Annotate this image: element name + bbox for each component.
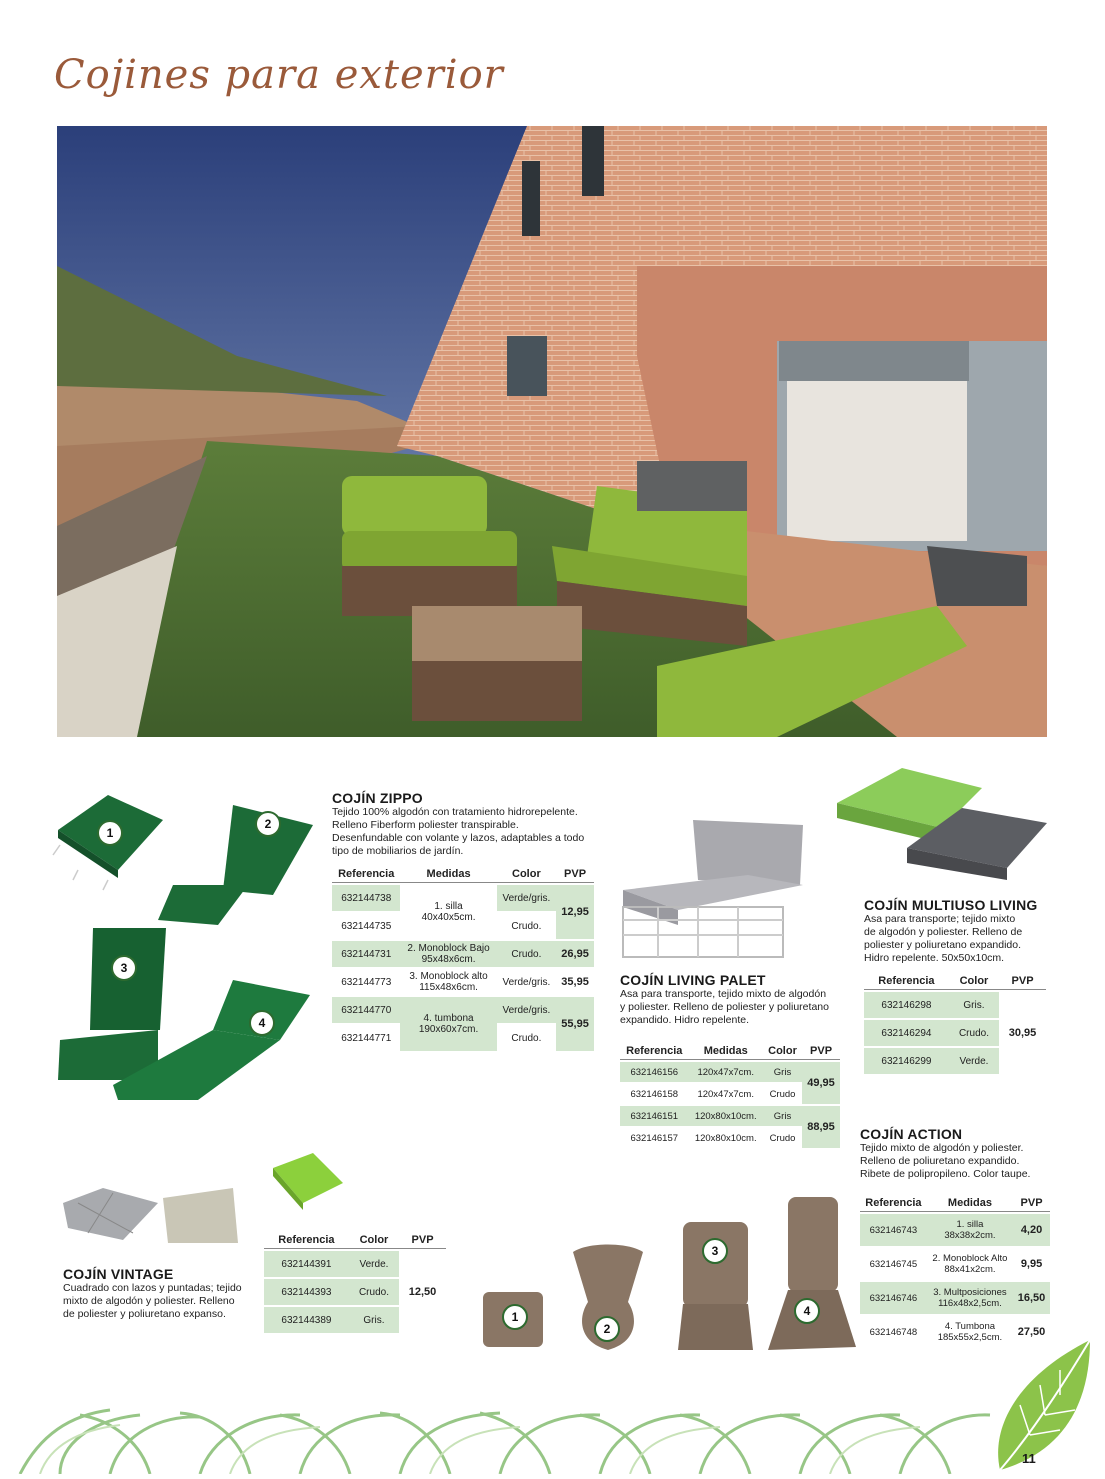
action-cushion-images [478,1192,858,1357]
pvp-cell: 9,95 [1013,1248,1050,1280]
medidas-cell: 120x47x7cm. [689,1084,763,1104]
multiuso-title: COJÍN MULTIUSO LIVING [864,897,1038,913]
col-header: Color [349,1232,399,1249]
table-row [620,1106,840,1126]
zippo-table [332,864,594,1053]
table-row [332,997,594,1023]
table-row [620,1062,840,1082]
table-row [332,885,594,911]
badge-2: 2 [255,811,281,837]
color-cell: Crudo. [497,941,556,967]
multiuso-desc-line: poliester y poliuretano expandido. [864,939,1022,951]
col-header: Color [949,973,999,990]
page-title: Cojines para exterior [54,52,504,98]
table-row [332,941,594,967]
col-header: Referencia [620,1043,689,1060]
ref-cell: 632146151 [620,1106,689,1126]
ref-cell: 632146156 [620,1062,689,1082]
col-header: PVP [1013,1195,1050,1212]
col-header: Referencia [860,1195,927,1212]
col-header: Referencia [264,1232,349,1249]
col-header: PVP [399,1232,446,1249]
ref-cell: 632146157 [620,1128,689,1148]
color-cell: Verde/gris. [497,997,556,1023]
page-number: 11 [1022,1451,1036,1466]
multiuso-desc-line: Asa para transporte; tejido mixto [864,913,1016,925]
color-cell: Crudo. [497,913,556,939]
palet-desc-line: y poliester. Relleno de poliester y poliuretano [620,1001,829,1013]
col-header: Medidas [689,1043,763,1060]
ref-cell: 632146158 [620,1084,689,1104]
vintage-desc-line: Cuadrado con lazos y puntadas; tejido [63,1282,242,1294]
vintage-desc [63,1282,273,1321]
col-header: Referencia [332,866,400,883]
multiuso-desc [864,913,1064,965]
color-cell: Gris [763,1062,802,1082]
ref-cell: 632146294 [864,1020,949,1046]
zippo-desc-line: Tejido 100% algodón con tratamiento hidrorepelente. [332,806,578,818]
table-row [864,992,1046,1018]
palet-desc-line: expandido. Hidro repelente. [620,1014,750,1026]
color-cell: Verde/gris. [497,885,556,911]
medidas-cell: 1. silla 38x38x2cm. [927,1214,1013,1246]
color-cell: Gris. [349,1307,399,1333]
pvp-cell: 55,95 [556,997,594,1051]
leaf-corner-icon [990,1335,1095,1474]
col-header: Color [763,1043,802,1060]
color-cell: Verde/gris. [497,969,556,995]
col-header: Color [497,866,556,883]
table-row [860,1248,1050,1280]
medidas-cell: 1. silla 40x40x5cm. [400,885,496,939]
medidas-cell: 120x47x7cm. [689,1062,763,1082]
palet-cushion-image [618,815,808,965]
ref-cell: 632146298 [864,992,949,1018]
ref-cell: 632144735 [332,913,400,939]
ref-cell: 632144771 [332,1025,400,1051]
ref-cell: 632146748 [860,1316,927,1348]
multiuso-cushion-image [832,768,1057,880]
action-desc-line: Tejido mixto de algodón y poliester. [860,1142,1024,1154]
color-cell: Gris. [949,992,999,1018]
pvp-cell: 26,95 [556,941,594,967]
zippo-cushion-images [48,790,328,1100]
col-header: Referencia [864,973,949,990]
col-header: PVP [999,973,1046,990]
pvp-cell: 35,95 [556,969,594,995]
col-header: PVP [802,1043,840,1060]
palet-desc [620,988,845,1027]
badge-2: 2 [594,1316,620,1342]
medidas-cell: 120x80x10cm. [689,1128,763,1148]
col-header: Medidas [400,866,496,883]
medidas-cell: 2. Monoblock Alto 88x41x2cm. [927,1248,1013,1280]
zippo-title: COJÍN ZIPPO [332,790,423,806]
pvp-cell: 30,95 [999,992,1046,1074]
action-section [860,1126,1060,1350]
table-row [860,1282,1050,1314]
badge-4: 4 [249,1010,275,1036]
color-cell: Crudo [763,1128,802,1148]
badge-4: 4 [794,1298,820,1324]
color-cell: Crudo. [949,1020,999,1046]
action-table [860,1193,1050,1350]
zippo-desc-line: Desenfundable con volante y lazos, adaptables a todo [332,832,585,844]
pvp-cell: 12,95 [556,885,594,939]
ref-cell: 632144738 [332,885,400,911]
badge-3: 3 [702,1238,728,1264]
vintage-desc-line: mixto de algodón y poliester. Relleno [63,1295,235,1307]
color-cell: Verde. [349,1251,399,1277]
palet-title: COJÍN LIVING PALET [620,972,766,988]
pvp-cell: 88,95 [802,1106,840,1148]
multiuso-table [864,971,1046,1076]
ref-cell: 632146743 [860,1214,927,1246]
medidas-cell: 2. Monoblock Bajo 95x48x6cm. [400,941,496,967]
ref-cell: 632144731 [332,941,400,967]
palet-section [620,972,845,1150]
action-desc-line: Ribete de polipropileno. Color taupe. [860,1168,1031,1180]
zippo-desc-line: tipo de mobiliarios de jardín. [332,845,464,857]
pvp-cell: 4,20 [1013,1214,1050,1246]
pvp-cell: 16,50 [1013,1282,1050,1314]
pvp-cell: 49,95 [802,1062,840,1104]
medidas-cell: 120x80x10cm. [689,1106,763,1126]
multiuso-section [864,897,1064,1076]
ref-cell: 632146299 [864,1048,949,1074]
vintage-section [63,1266,273,1321]
medidas-cell: 3. Monoblock alto 115x48x6cm. [400,969,496,995]
palet-desc-line: Asa para transporte, tejido mixto de algodón [620,988,827,1000]
vintage-title: COJÍN VINTAGE [63,1266,174,1282]
col-header: Medidas [927,1195,1013,1212]
pvp-cell: 27,50 [1013,1316,1050,1348]
color-cell: Gris [763,1106,802,1126]
multiuso-desc-line: de algodón y poliester. Relleno de [864,926,1023,938]
col-header: PVP [556,866,594,883]
ref-cell: 632146746 [860,1282,927,1314]
grass-border-decoration [0,1395,1105,1474]
ref-cell: 632144389 [264,1307,349,1333]
ref-cell: 632144773 [332,969,400,995]
ref-cell: 632144391 [264,1251,349,1277]
ref-cell: 632144770 [332,997,400,1023]
action-title: COJÍN ACTION [860,1126,963,1142]
zippo-section [332,790,597,1053]
palet-table [620,1041,840,1150]
multiuso-desc-line: Hidro repelente. 50x50x10cm. [864,952,1005,964]
color-cell: Crudo. [349,1279,399,1305]
table-row [860,1214,1050,1246]
vintage-table [264,1230,446,1335]
medidas-cell: 4. Tumbona 185x55x2,5cm. [927,1316,1013,1348]
action-desc [860,1142,1060,1181]
pvp-cell: 12,50 [399,1251,446,1333]
color-cell: Crudo [763,1084,802,1104]
vintage-desc-line: de poliester y poliuretano expanso. [63,1308,226,1320]
table-row [264,1251,446,1277]
badge-3: 3 [111,955,137,981]
medidas-cell: 3. Multposiciones 116x48x2,5cm. [927,1282,1013,1314]
ref-cell: 632144393 [264,1279,349,1305]
badge-1: 1 [502,1304,528,1330]
hero-photo [57,126,1047,737]
color-cell: Crudo. [497,1025,556,1051]
badge-1: 1 [97,820,123,846]
action-desc-line: Relleno de poliuretano expandido. [860,1155,1020,1167]
ref-cell: 632146745 [860,1248,927,1280]
table-row [332,969,594,995]
medidas-cell: 4. tumbona 190x60x7cm. [400,997,496,1051]
zippo-desc-line: Relleno Fiberform poliester transpirable. [332,819,519,831]
color-cell: Verde. [949,1048,999,1074]
zippo-desc [332,806,597,858]
